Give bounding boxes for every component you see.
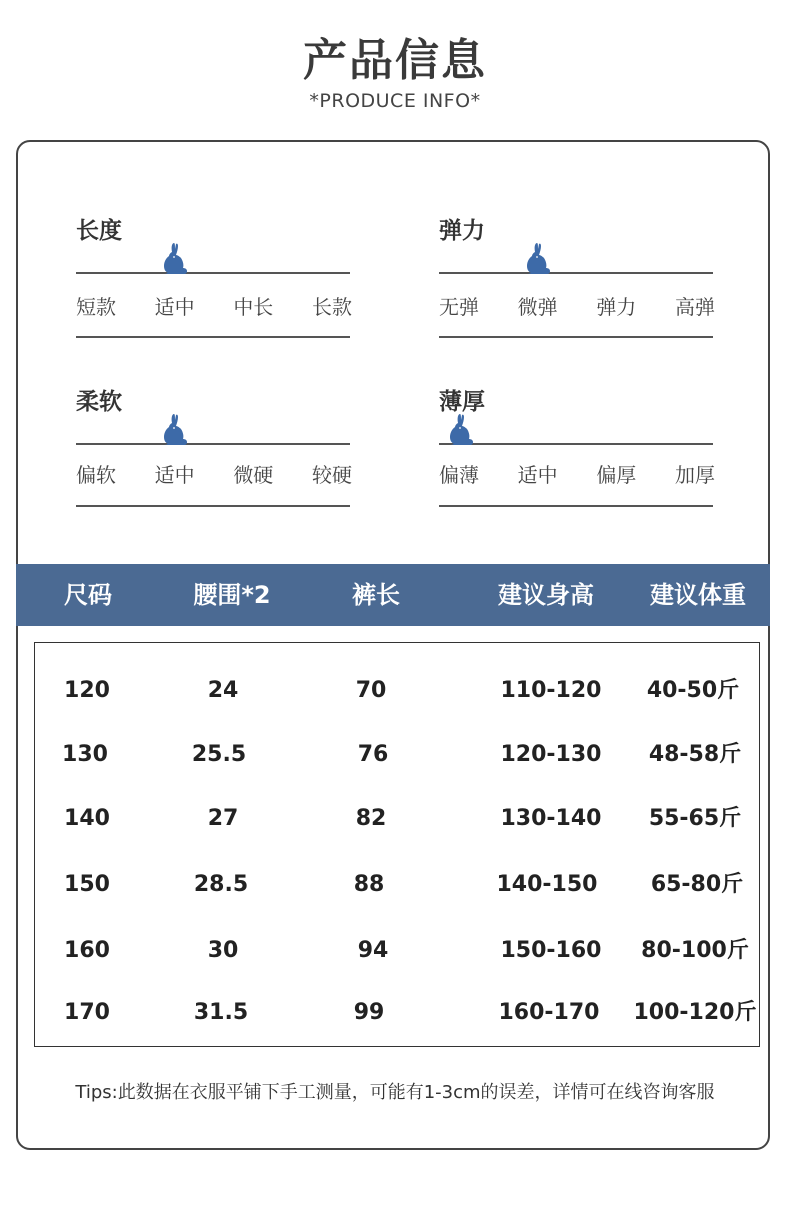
- attribute-scale-line: [76, 272, 350, 274]
- column-header-size: 尺码: [64, 581, 112, 609]
- attribute-scale-line: [76, 443, 350, 445]
- table-cell: 65-80斤: [650, 872, 744, 897]
- table-cell: 140: [64, 806, 110, 831]
- rabbit-icon: [446, 412, 476, 446]
- table-cell: 160: [64, 938, 110, 963]
- attribute-thickness: [439, 383, 715, 513]
- option-label: 偏软: [76, 463, 116, 487]
- page-subtitle: *PRODUCE INFO*: [309, 90, 481, 112]
- option-label: 短款: [76, 295, 116, 319]
- option-label: 适中: [517, 463, 558, 487]
- table-cell: 55-65斤: [648, 806, 742, 831]
- table-cell: 150-160: [500, 938, 602, 963]
- attribute-options: [439, 459, 715, 488]
- table-row: [35, 671, 761, 711]
- attribute-options: [76, 291, 352, 320]
- table-row: [35, 931, 761, 971]
- table-row: [35, 865, 761, 905]
- table-cell: 70: [355, 678, 387, 703]
- option-label: 偏厚: [596, 463, 637, 487]
- option-label: 加厚: [674, 463, 715, 487]
- option-label: 中长: [233, 295, 274, 319]
- option-label: 较硬: [311, 463, 352, 487]
- option-label: 适中: [154, 295, 195, 319]
- attribute-scale-line: [439, 443, 713, 445]
- table-cell: 28.5: [193, 872, 249, 897]
- table-row: [35, 993, 761, 1033]
- attribute-options: [76, 459, 352, 488]
- table-cell: 27: [207, 806, 239, 831]
- table-cell: 40-50斤: [646, 678, 740, 703]
- attribute-length: [76, 212, 352, 342]
- table-cell: 88: [353, 872, 385, 897]
- attribute-bottom-line: [439, 505, 713, 507]
- page-title: 产品信息: [303, 35, 487, 86]
- table-cell: 25.5: [191, 742, 247, 767]
- table-cell: 82: [355, 806, 387, 831]
- table-cell: 130-140: [500, 806, 602, 831]
- table-cell: 99: [353, 1000, 385, 1025]
- column-header-height: 建议身高: [498, 581, 594, 609]
- size-table-header: [16, 564, 770, 626]
- table-cell: 110-120: [500, 678, 602, 703]
- table-cell: 100-120斤: [633, 1000, 757, 1025]
- column-header-waist: 腰围*2: [193, 581, 271, 609]
- option-label: 长款: [311, 295, 352, 319]
- column-header-length: 裤长: [352, 581, 400, 609]
- tips-text: Tips:此数据在衣服平铺下手工测量，可能有1-3cm的误差，详情可在线咨询客服: [75, 1082, 715, 1103]
- option-label: 适中: [154, 463, 195, 487]
- table-cell: 31.5: [193, 1000, 249, 1025]
- rabbit-icon: [160, 412, 190, 446]
- table-cell: 48-58斤: [648, 742, 742, 767]
- table-row: [35, 735, 761, 775]
- attribute-title: 柔软: [76, 389, 122, 415]
- attribute-options: [439, 291, 715, 320]
- table-cell: 140-150: [496, 872, 598, 897]
- option-label: 微弹: [517, 295, 558, 319]
- option-label: 无弹: [439, 295, 479, 319]
- table-cell: 24: [207, 678, 239, 703]
- table-cell: 80-100斤: [641, 938, 749, 963]
- table-cell: 120: [64, 678, 110, 703]
- table-cell: 130: [62, 742, 108, 767]
- option-label: 高弹: [674, 295, 715, 319]
- attribute-scale-line: [439, 272, 713, 274]
- table-cell: 76: [357, 742, 389, 767]
- rabbit-icon: [160, 241, 190, 275]
- table-cell: 30: [207, 938, 239, 963]
- attribute-title: 弹力: [439, 218, 485, 244]
- attribute-bottom-line: [439, 336, 713, 338]
- attribute-title: 长度: [76, 218, 122, 244]
- size-table: [34, 642, 760, 1047]
- rabbit-icon: [523, 241, 553, 275]
- table-cell: 170: [64, 1000, 110, 1025]
- table-cell: 94: [357, 938, 389, 963]
- attribute-softness: [76, 383, 352, 513]
- table-cell: 120-130: [500, 742, 602, 767]
- attribute-title: 薄厚: [439, 389, 485, 415]
- attribute-bottom-line: [76, 336, 350, 338]
- column-header-weight: 建议体重: [650, 581, 746, 609]
- option-label: 微硬: [233, 463, 274, 487]
- table-cell: 160-170: [498, 1000, 600, 1025]
- table-cell: 150: [64, 872, 110, 897]
- option-label: 偏薄: [439, 463, 479, 487]
- option-label: 弹力: [596, 295, 637, 319]
- table-row: [35, 799, 761, 839]
- attribute-bottom-line: [76, 505, 350, 507]
- attribute-elasticity: [439, 212, 715, 342]
